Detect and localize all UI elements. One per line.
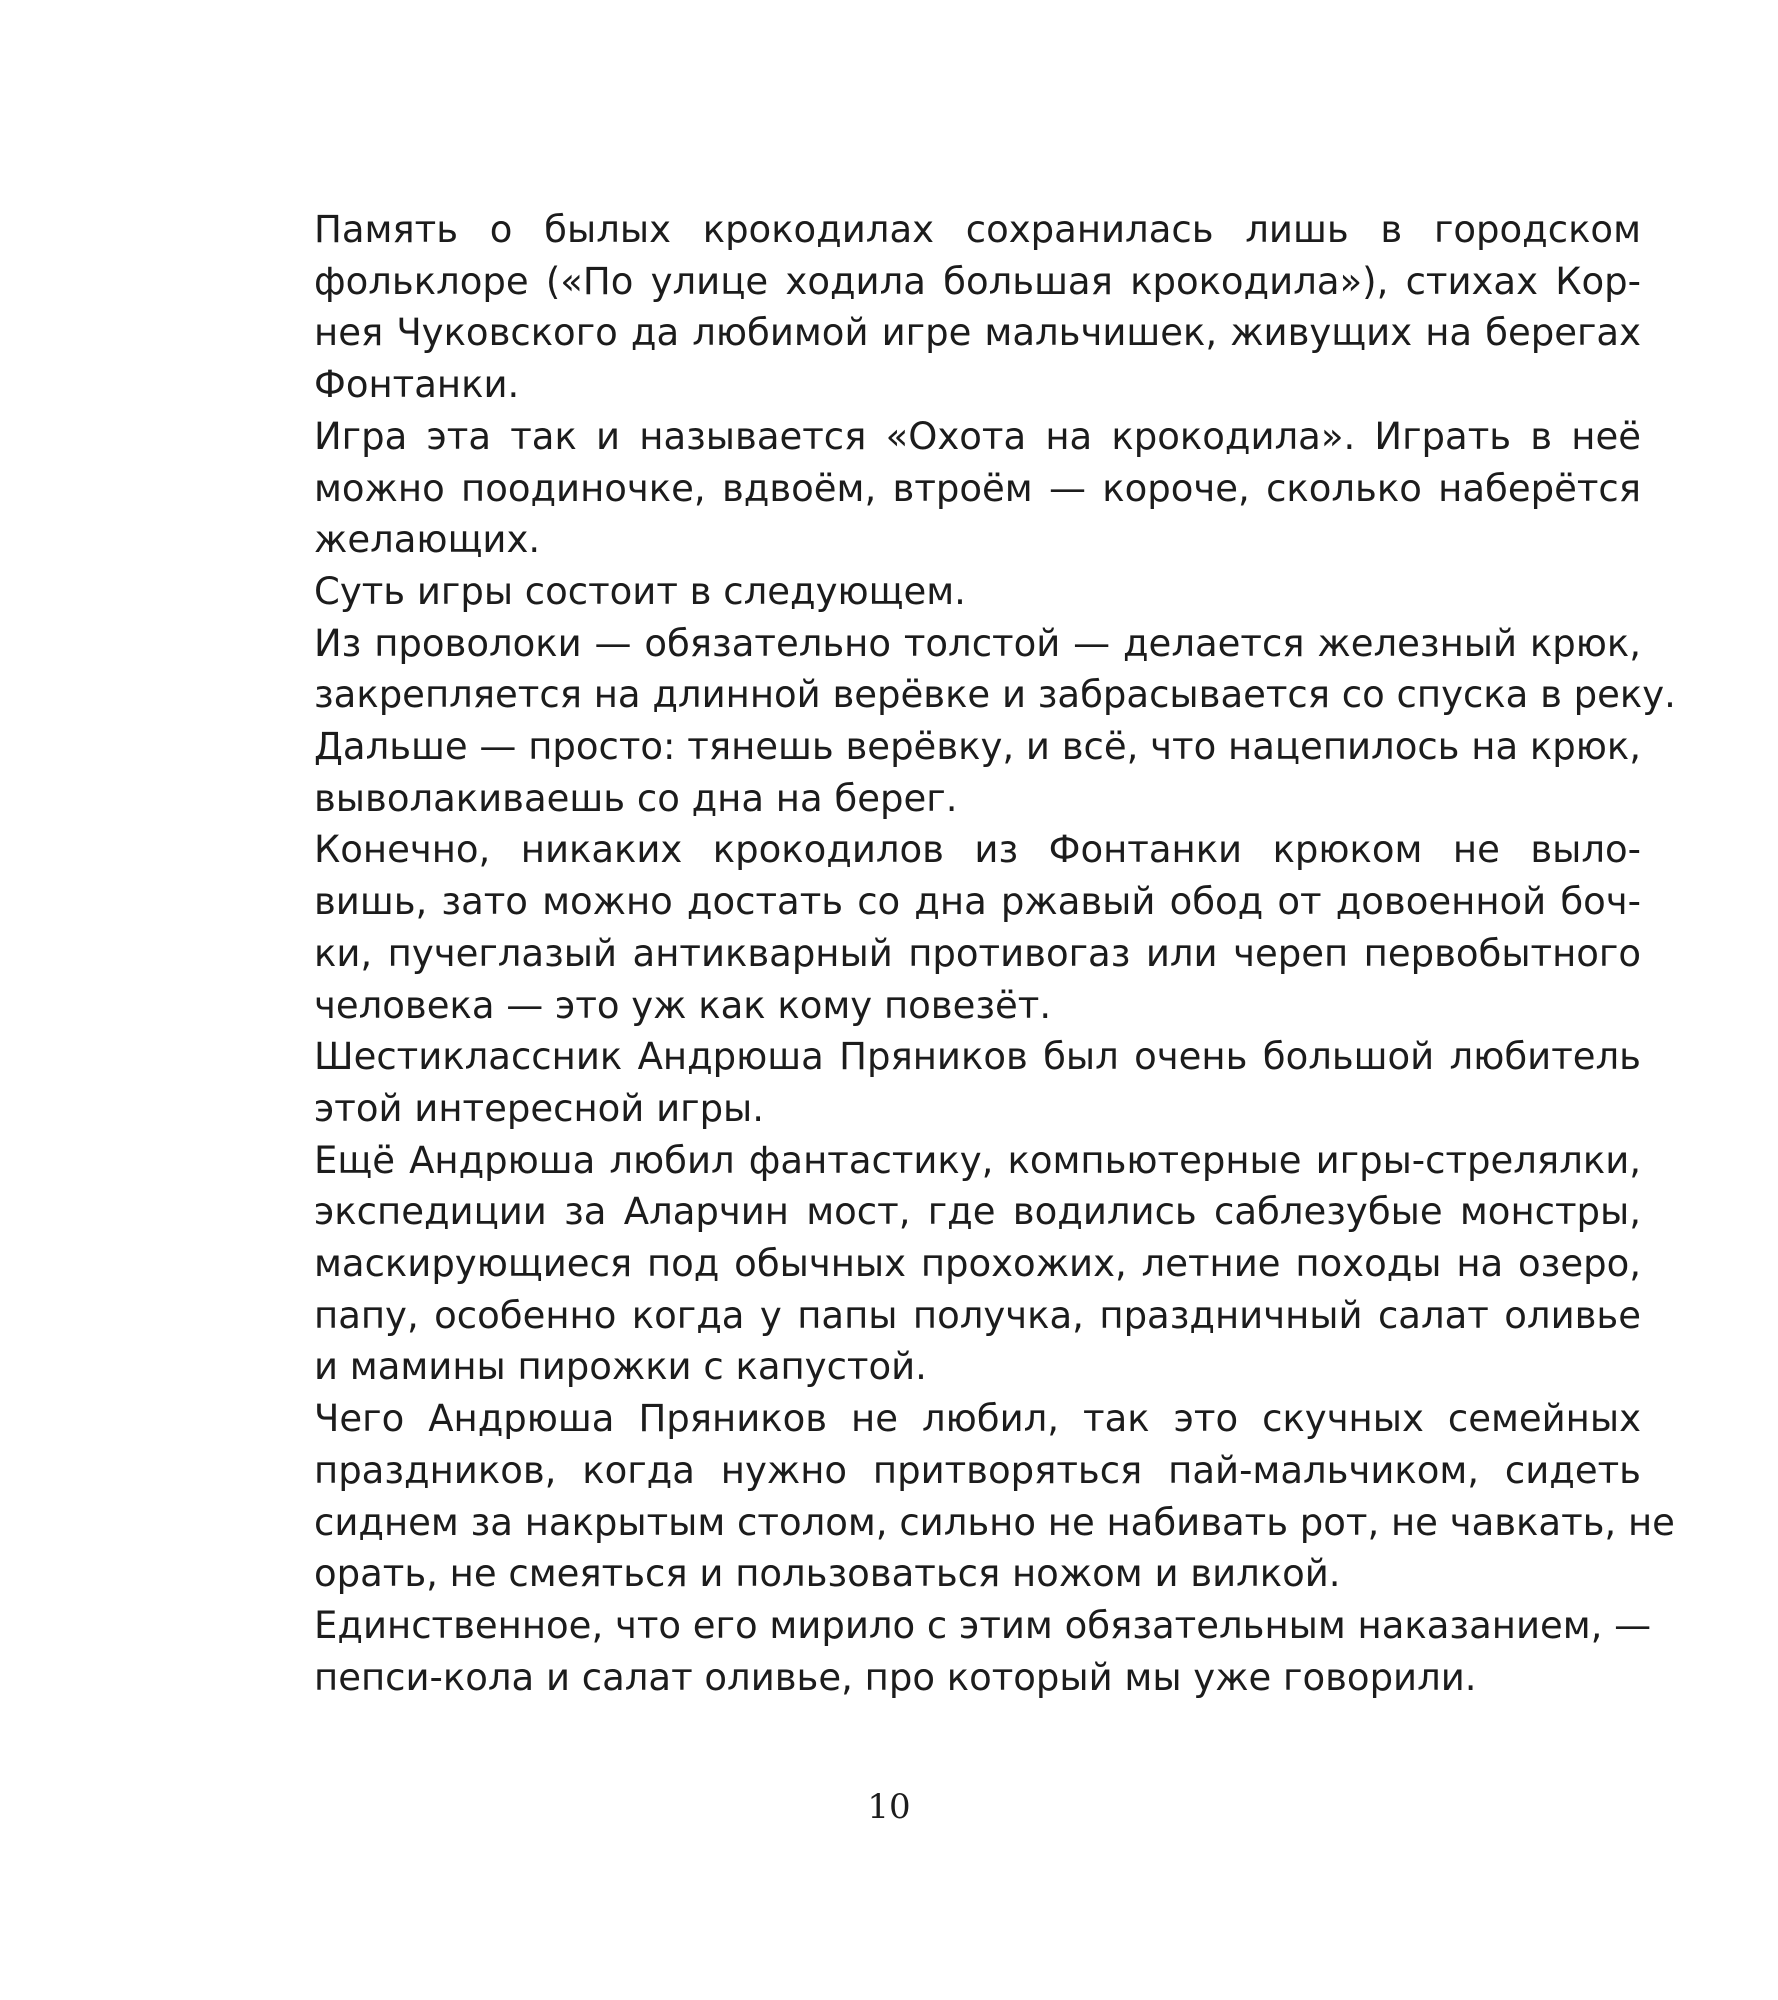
text-line: человека — это уж как кому повезёт. xyxy=(314,983,1052,1027)
text-line: пепси-кола и салат оливье, про который мы уже говорили. xyxy=(314,1655,1477,1699)
text-line: Дальше — просто: тянешь верёвку, и всё, что нацепилось на крюк, xyxy=(314,725,1641,769)
text-line: маскирующиеся под обычных прохожих, летние походы на озеро, xyxy=(314,1242,1641,1286)
paragraph xyxy=(266,204,1641,411)
text-line: и мамины пирожки с капустой. xyxy=(314,1345,927,1389)
text-line: Из проволоки — обязательно толстой — делается железный крюк, xyxy=(314,621,1641,665)
paragraph xyxy=(266,1393,1675,1600)
text-line: желающих. xyxy=(314,518,541,562)
text-line: вишь, зато можно достать со дна ржавый обод от довоенной боч- xyxy=(314,880,1641,924)
text-line: Чего Андрюша Пряников не любил, так это скучных семейных xyxy=(314,1397,1641,1441)
text-line: сиднем за накрытым столом, сильно не набивать рот, не чавкать, не xyxy=(314,1500,1675,1544)
body-text xyxy=(266,204,1676,1703)
text-line: Ещё Андрюша любил фантастику, компьютерные игры-стрелялки, xyxy=(314,1138,1641,1182)
text-line: Фонтанки. xyxy=(314,363,520,407)
text-line: ки, пучеглазый антикварный противогаз или череп первобытного xyxy=(314,931,1641,975)
text-line: папу, особенно когда у папы получка, праздничный салат оливье xyxy=(314,1293,1641,1337)
text-line: выволакиваешь со дна на берег. xyxy=(314,776,958,820)
text-line: фольклоре («По улице ходила большая крокодила»), стихах Кор- xyxy=(314,259,1641,303)
text-line: Суть игры состоит в следующем. xyxy=(314,569,966,613)
paragraph xyxy=(266,1031,1641,1134)
text-line: этой интересной игры. xyxy=(314,1086,765,1130)
paragraph xyxy=(266,1600,1652,1703)
text-line: экспедиции за Аларчин мост, где водились саблезубые монстры, xyxy=(314,1190,1641,1234)
text-line: Единственное, что его мирило с этим обязательным наказанием, — xyxy=(314,1603,1652,1647)
paragraph xyxy=(266,618,1676,825)
text-line: Конечно, никаких крокодилов из Фонтанки крюком не выло- xyxy=(314,828,1641,872)
text-line: можно поодиночке, вдвоём, втроём — короче, сколько наберётся xyxy=(314,466,1641,510)
text-line: Игра эта так и называется «Охота на крокодила». Играть в неё xyxy=(314,414,1641,458)
paragraph xyxy=(266,824,1641,1031)
paragraph xyxy=(266,566,1641,618)
paragraph xyxy=(266,1135,1641,1394)
text-line: нея Чуковского да любимой игре мальчишек, живущих на берегах xyxy=(314,311,1641,355)
text-line: Память о былых крокодилах сохранилась лишь в городском xyxy=(314,208,1641,251)
text-line: Шестиклассник Андрюша Пряников был очень большой любитель xyxy=(314,1035,1641,1079)
page-number: 10 xyxy=(867,1787,911,1827)
text-line: закрепляется на длинной верёвке и забрасывается со спуска в реку. xyxy=(314,673,1676,717)
paragraph xyxy=(266,411,1641,566)
text-line: орать, не смеяться и пользоваться ножом и вилкой. xyxy=(314,1552,1341,1596)
text-line: праздников, когда нужно притворяться пай-мальчиком, сидеть xyxy=(314,1448,1641,1492)
